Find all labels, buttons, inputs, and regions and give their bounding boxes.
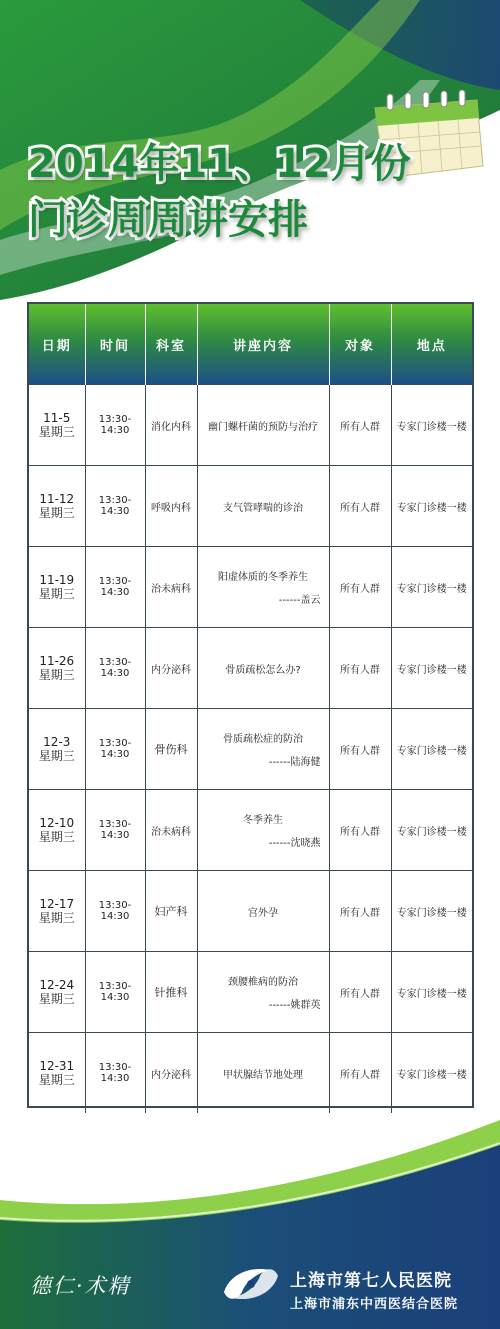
location-cell: 专家门诊楼一楼: [391, 790, 472, 871]
audience-cell: 所有人群: [329, 790, 391, 871]
weekday: 星期三: [38, 425, 75, 439]
weekday: 星期三: [38, 911, 75, 925]
header-department: 科室: [145, 304, 197, 385]
audience-cell: 所有人群: [329, 466, 391, 547]
table-row: [29, 952, 472, 1033]
location-cell: 专家门诊楼一楼: [391, 547, 472, 628]
header-date: 日期: [29, 304, 85, 385]
time-cell: 13:30-14:30: [85, 952, 145, 1033]
audience-cell: 所有人群: [329, 709, 391, 790]
table-row: [29, 385, 472, 466]
topic-cell: [197, 547, 329, 628]
header-location: 地点: [391, 304, 472, 385]
topic-cell: [197, 952, 329, 1033]
time-cell: 13:30-14:30: [85, 1033, 145, 1114]
weekday: 星期三: [38, 668, 75, 682]
department-cell: 内分泌科: [145, 628, 197, 709]
department-cell: 消化内科: [145, 385, 197, 466]
topic: 支气管哮喘的诊治: [223, 502, 303, 514]
date-cell: [29, 547, 85, 628]
date-cell: [29, 871, 85, 952]
audience-cell: 所有人群: [329, 1033, 391, 1114]
topic-cell: [197, 466, 329, 547]
time-cell: 13:30-14:30: [85, 871, 145, 952]
speaker: ------姚群英: [268, 1000, 321, 1011]
date: 12-31: [39, 1059, 75, 1073]
audience-cell: 所有人群: [329, 871, 391, 952]
hospital-subtitle: 上海市浦东中西医结合医院: [290, 1297, 459, 1312]
header-topic: 讲座内容: [197, 304, 329, 385]
topic-cell: [197, 1033, 329, 1114]
table-row: [29, 466, 472, 547]
audience-cell: 所有人群: [329, 952, 391, 1033]
date: 12-10: [39, 816, 75, 830]
hospital-name: 上海市第七人民医院: [290, 1271, 452, 1291]
time-cell: 13:30-14:30: [85, 547, 145, 628]
weekday: 星期三: [38, 830, 75, 844]
date-cell: [29, 709, 85, 790]
time-cell: 13:30-14:30: [85, 709, 145, 790]
date: 12-24: [39, 978, 75, 992]
weekday: 星期三: [38, 749, 75, 763]
date: 11-12: [39, 492, 75, 506]
weekday: 星期三: [38, 992, 75, 1006]
date-cell: [29, 1033, 85, 1114]
weekday: 星期三: [38, 1073, 75, 1087]
speaker: ------沈晓燕: [268, 838, 321, 849]
department-cell: 内分泌科: [145, 1033, 197, 1114]
date: 12-17: [39, 897, 75, 911]
location-cell: 专家门诊楼一楼: [391, 628, 472, 709]
topic: 幽门螺杆菌的预防与治疗: [208, 421, 318, 433]
topic: 冬季养生: [243, 815, 283, 826]
date-cell: [29, 385, 85, 466]
department-cell: 治未病科: [145, 790, 197, 871]
hospital-motto: 德仁·术精: [30, 1274, 131, 1298]
table-row: [29, 709, 472, 790]
table-row: [29, 1033, 472, 1114]
time-cell: 13:30-14:30: [85, 385, 145, 466]
lecture-schedule-table: [27, 302, 474, 1108]
topic: 骨质疏松怎么办?: [225, 664, 301, 676]
weekday: 星期三: [38, 506, 75, 520]
table-header-row: [29, 304, 472, 385]
location-cell: 专家门诊楼一楼: [391, 952, 472, 1033]
location-cell: 专家门诊楼一楼: [391, 709, 472, 790]
location-cell: 专家门诊楼一楼: [391, 385, 472, 466]
location-cell: 专家门诊楼一楼: [391, 871, 472, 952]
topic-cell: [197, 709, 329, 790]
date-cell: [29, 628, 85, 709]
department-cell: 治未病科: [145, 547, 197, 628]
speaker: ------陆海健: [268, 757, 321, 768]
topic: 甲状腺结节地处理: [223, 1069, 303, 1081]
topic: 颈腰椎病的防治: [228, 977, 298, 988]
audience-cell: 所有人群: [329, 385, 391, 466]
topic-cell: [197, 628, 329, 709]
hospital-logo-icon: [220, 1262, 282, 1306]
topic: 阳虚体质的冬季养生: [218, 572, 308, 583]
topic-cell: [197, 871, 329, 952]
topic-cell: [197, 790, 329, 871]
topic: 宫外孕: [248, 907, 278, 919]
time-cell: 13:30-14:30: [85, 466, 145, 547]
date: 11-26: [39, 654, 75, 668]
weekday: 星期三: [38, 587, 75, 601]
speaker: ------盖云: [278, 595, 321, 606]
date: 11-19: [39, 573, 75, 587]
location-cell: 专家门诊楼一楼: [391, 466, 472, 547]
date: 11-5: [43, 411, 71, 425]
audience-cell: 所有人群: [329, 628, 391, 709]
department-cell: 针推科: [145, 952, 197, 1033]
table-row: [29, 871, 472, 952]
table-row: [29, 790, 472, 871]
location-cell: 专家门诊楼一楼: [391, 1033, 472, 1114]
time-cell: 13:30-14:30: [85, 790, 145, 871]
poster-title-line1: 2014年11、12月份: [28, 141, 411, 187]
header-audience: 对象: [329, 304, 391, 385]
audience-cell: 所有人群: [329, 547, 391, 628]
department-cell: 妇产科: [145, 871, 197, 952]
date-cell: [29, 952, 85, 1033]
department-cell: 骨伤科: [145, 709, 197, 790]
topic: 骨质疏松症的防治: [223, 734, 303, 745]
poster-title-line2: 门诊周周讲安排: [28, 197, 308, 243]
date-cell: [29, 466, 85, 547]
header-time: 时间: [85, 304, 145, 385]
time-cell: 13:30-14:30: [85, 628, 145, 709]
date-cell: [29, 790, 85, 871]
date: 12-3: [43, 735, 71, 749]
topic-cell: [197, 385, 329, 466]
department-cell: 呼吸内科: [145, 466, 197, 547]
table-row: [29, 547, 472, 628]
table-row: [29, 628, 472, 709]
